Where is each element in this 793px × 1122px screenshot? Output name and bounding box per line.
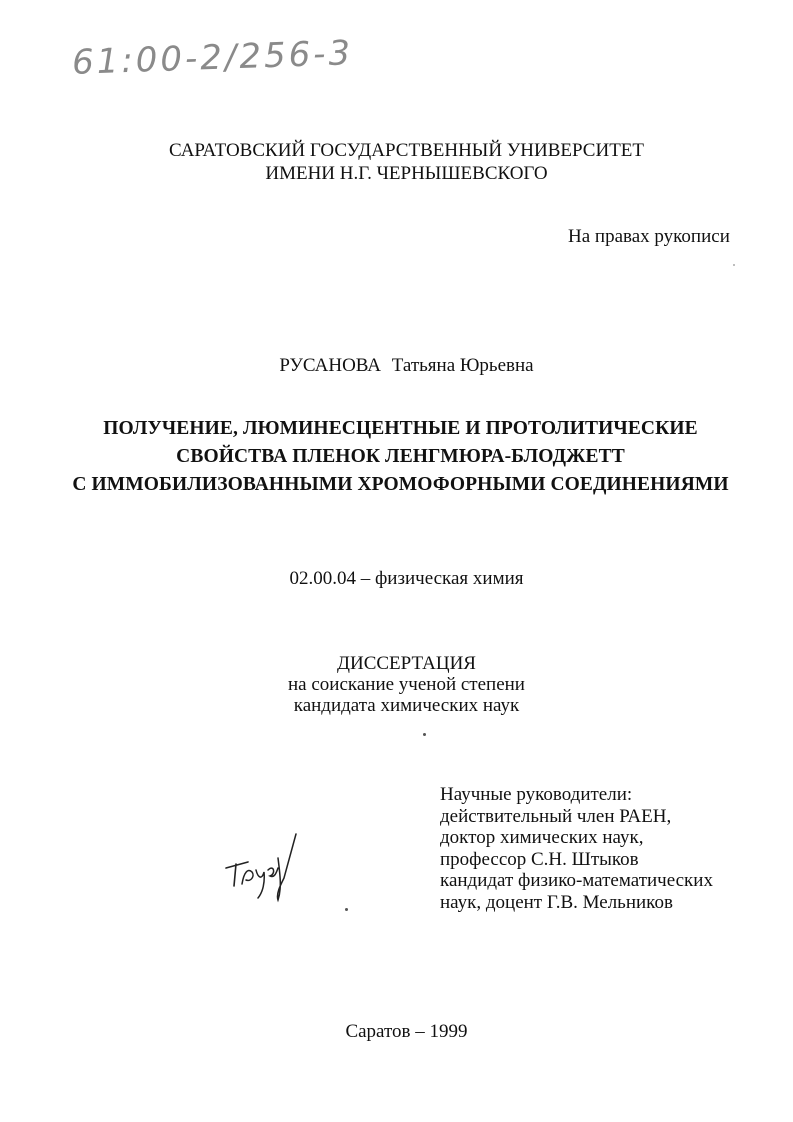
supervisors-line: кандидат физико-математических [440,870,713,892]
author-name [10,354,793,378]
thesis-title-line-2: СВОЙСТВА ПЛЕНОК ЛЕНГМЮРА-БЛОДЖЕТТ [176,446,625,467]
handwritten-signature [218,828,308,908]
specialty-code: 02.00.04 – физическая химия [289,568,524,589]
supervisors-block [440,784,713,914]
university-name-line-2: ИМЕНИ Н.Г. ЧЕРНЫШЕВСКОГО [265,163,548,184]
scan-speck [423,733,426,736]
supervisors-line: профессор С.Н. Штыков [440,848,639,870]
supervisors-line: наук, доцент Г.В. Мельников [440,891,673,913]
dissertation-type: ДИССЕРТАЦИЯ [337,653,476,674]
scan-speck [345,908,348,911]
supervisors-line: доктор химических наук, [440,827,644,849]
thesis-title-line-3: С ИММОБИЛИЗОВАННЫМИ ХРОМОФОРНЫМИ СОЕДИНЕНИЯМИ [72,474,729,495]
thesis-title-line-1: ПОЛУЧЕНИЕ, ЛЮМИНЕСЦЕНТНЫЕ И ПРОТОЛИТИЧЕСКИЕ [103,418,698,439]
rights-note: На правах рукописи [568,226,730,247]
author-given-names: Татьяна Юрьевна [391,355,534,376]
archive-code: 61:00-2/256-3 [71,33,354,83]
scan-speck [733,264,735,266]
city-year: Саратов – 1999 [345,1021,468,1042]
university-name-line-1: САРАТОВСКИЙ ГОСУДАРСТВЕННЫЙ УНИВЕРСИТЕТ [168,140,645,161]
dissertation-purpose-line-2: кандидата химических наук [293,695,520,716]
author-surname: РУСАНОВА [279,355,382,376]
supervisors-line: Научные руководители: [440,784,633,805]
supervisors-line: действительный член РАЕН, [440,805,672,827]
dissertation-purpose-line-1: на соискание ученой степени [288,674,525,695]
